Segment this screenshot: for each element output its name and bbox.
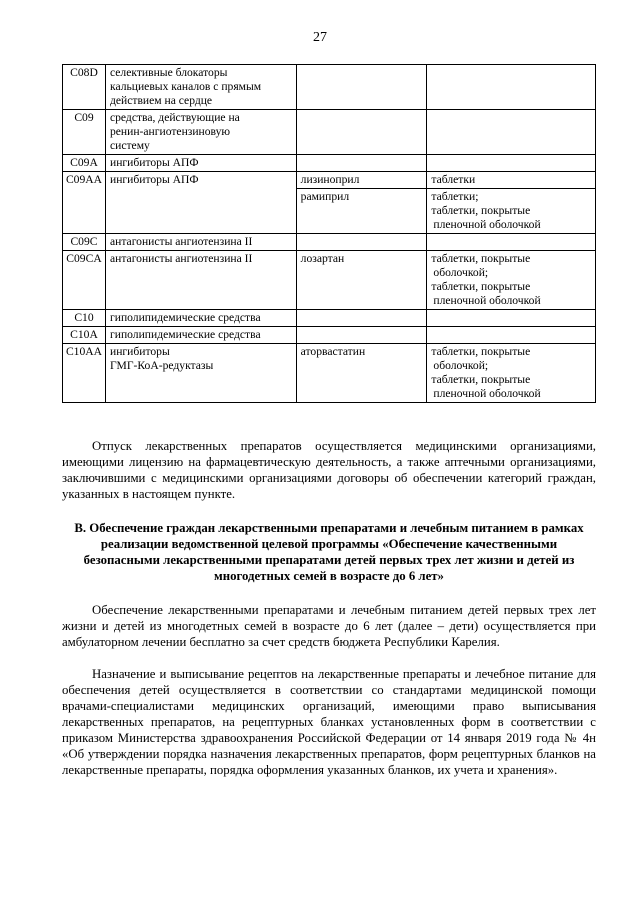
dosage-form-cell-line: таблетки; <box>431 190 479 203</box>
dosage-form-cell <box>427 310 596 327</box>
group-cell <box>105 172 296 234</box>
atc-code-cell: C09C <box>63 234 106 251</box>
drug-name-cell <box>296 155 427 172</box>
group-cell-line: ингибиторы <box>109 345 170 358</box>
drug-name-cell <box>296 234 427 251</box>
group-cell <box>105 155 296 172</box>
drug-table <box>62 64 596 403</box>
atc-code-cell: C09 <box>63 110 106 155</box>
group-cell <box>105 310 296 327</box>
paragraph-provision: Обеспечение лекарственными препаратами и лечебным питанием детей первых трех лет жизни и детей из многодетных семей в возрасте до 6 лет (далее – дети) осуществляется при амбулаторном лечении бесплатно за счет средств бюджета Республики Карелия. <box>62 603 596 649</box>
drug-table-body <box>63 65 596 403</box>
dosage-form-cell-line: таблетки, покрытые <box>431 345 531 358</box>
group-cell-line: ГМГ-КоА-редуктазы <box>109 359 214 372</box>
dosage-form-cell <box>427 251 596 310</box>
page-number: 27 <box>313 30 327 45</box>
group-cell-line: ингибиторы АПФ <box>109 156 199 169</box>
group-cell <box>105 110 296 155</box>
group-cell <box>105 251 296 310</box>
group-cell-line: гиполипидемические средства <box>109 328 261 341</box>
dosage-form-cell <box>427 327 596 344</box>
dosage-form-cell-line: оболочкой; <box>433 359 489 372</box>
dosage-form-cell <box>427 155 596 172</box>
drug-name-cell: лизиноприл <box>296 172 427 189</box>
table-row <box>63 310 596 327</box>
table-row <box>63 65 596 110</box>
table-row <box>63 327 596 344</box>
atc-code-cell: C10A <box>63 327 106 344</box>
paragraph-prescription: Назначение и выписывание рецептов на лекарственные препараты и лечебное питание для обеспечения детей осуществляется в соответствии со стандартами медицинской помощи врачами-специалистами медицинских организаций, имеющими право выписывания лекарственных препаратов, на рецептурных бланках установленных форм в соответствии с приказом Министерства здравоохранения Российской Федерации от 14 января 2019 года № 4н «Об утверждении порядка назначения лекарственных препаратов, форм рецептурных бланков на лекарственные препараты, порядка оформления указанных бланков, их учета и хранения». <box>62 667 596 777</box>
atc-code-cell: C08D <box>63 65 106 110</box>
group-cell-line: средства, действующие на <box>109 111 240 124</box>
dosage-form-cell-line: таблетки, покрытые <box>431 252 531 265</box>
dosage-form-cell <box>427 110 596 155</box>
drug-name-cell: аторвастатин <box>296 344 427 403</box>
drug-name-cell: рамиприл <box>296 189 427 234</box>
drug-name-cell <box>296 327 427 344</box>
dosage-form-cell-line: пленочной оболочкой <box>433 387 541 400</box>
atc-code-cell: C09CA <box>63 251 106 310</box>
group-cell-line: ингибиторы АПФ <box>109 173 199 186</box>
table-row <box>63 251 596 310</box>
group-cell-line: гиполипидемические средства <box>109 311 261 324</box>
atc-code-cell: C10AA <box>63 344 106 403</box>
group-cell <box>105 344 296 403</box>
drug-name-cell <box>296 65 427 110</box>
table-row <box>63 172 596 189</box>
section-heading-v: В. Обеспечение граждан лекарственными препаратами и лечебным питанием в рамках реализации ведомственной целевой программы «Обеспечение качественными безопасными лекарственными препаратами детей первых трех лет жизни и детей из многодетных семей в возрасте до 6 лет» <box>74 521 584 583</box>
group-cell <box>105 65 296 110</box>
group-cell <box>105 327 296 344</box>
drug-name-cell <box>296 110 427 155</box>
group-cell <box>105 234 296 251</box>
drug-name-cell <box>296 310 427 327</box>
group-cell-line: действием на сердце <box>109 94 213 107</box>
dosage-form-cell <box>427 234 596 251</box>
table-row <box>63 234 596 251</box>
group-cell-line: антагонисты ангиотензина II <box>109 235 253 248</box>
dosage-form-cell <box>427 344 596 403</box>
dosage-form-cell-line: таблетки, покрытые <box>431 373 531 386</box>
table-row <box>63 155 596 172</box>
dosage-form-cell-line: пленочной оболочкой <box>433 218 541 231</box>
drug-name-cell: лозартан <box>296 251 427 310</box>
dosage-form-cell <box>427 65 596 110</box>
group-cell-line: антагонисты ангиотензина II <box>109 252 253 265</box>
dosage-form-cell <box>427 189 596 234</box>
dosage-form-cell <box>427 172 596 189</box>
dosage-form-cell-line: оболочкой; <box>433 266 489 279</box>
table-row <box>63 110 596 155</box>
group-cell-line: селективные блокаторы <box>109 66 228 79</box>
dosage-form-cell-line: таблетки, покрытые <box>431 204 531 217</box>
atc-code-cell: C09AA <box>63 172 106 234</box>
atc-code-cell: C10 <box>63 310 106 327</box>
paragraph-dispensing: Отпуск лекарственных препаратов осуществляется медицинскими организациями, имеющими лицензию на фармацевтическую деятельность, а также аптечными организациями, заключившими с медицинскими организациями договоры об обеспечении категорий граждан, указанных в настоящем пункте. <box>62 439 596 501</box>
dosage-form-cell-line: таблетки <box>431 173 476 186</box>
group-cell-line: систему <box>109 139 150 152</box>
group-cell-line: кальциевых каналов с прямым <box>109 80 262 93</box>
atc-code-cell: C09A <box>63 155 106 172</box>
dosage-form-cell-line: таблетки, покрытые <box>431 280 531 293</box>
table-row <box>63 344 596 403</box>
group-cell-line: ренин-ангиотензиновую <box>109 125 231 138</box>
dosage-form-cell-line: пленочной оболочкой <box>433 294 541 307</box>
